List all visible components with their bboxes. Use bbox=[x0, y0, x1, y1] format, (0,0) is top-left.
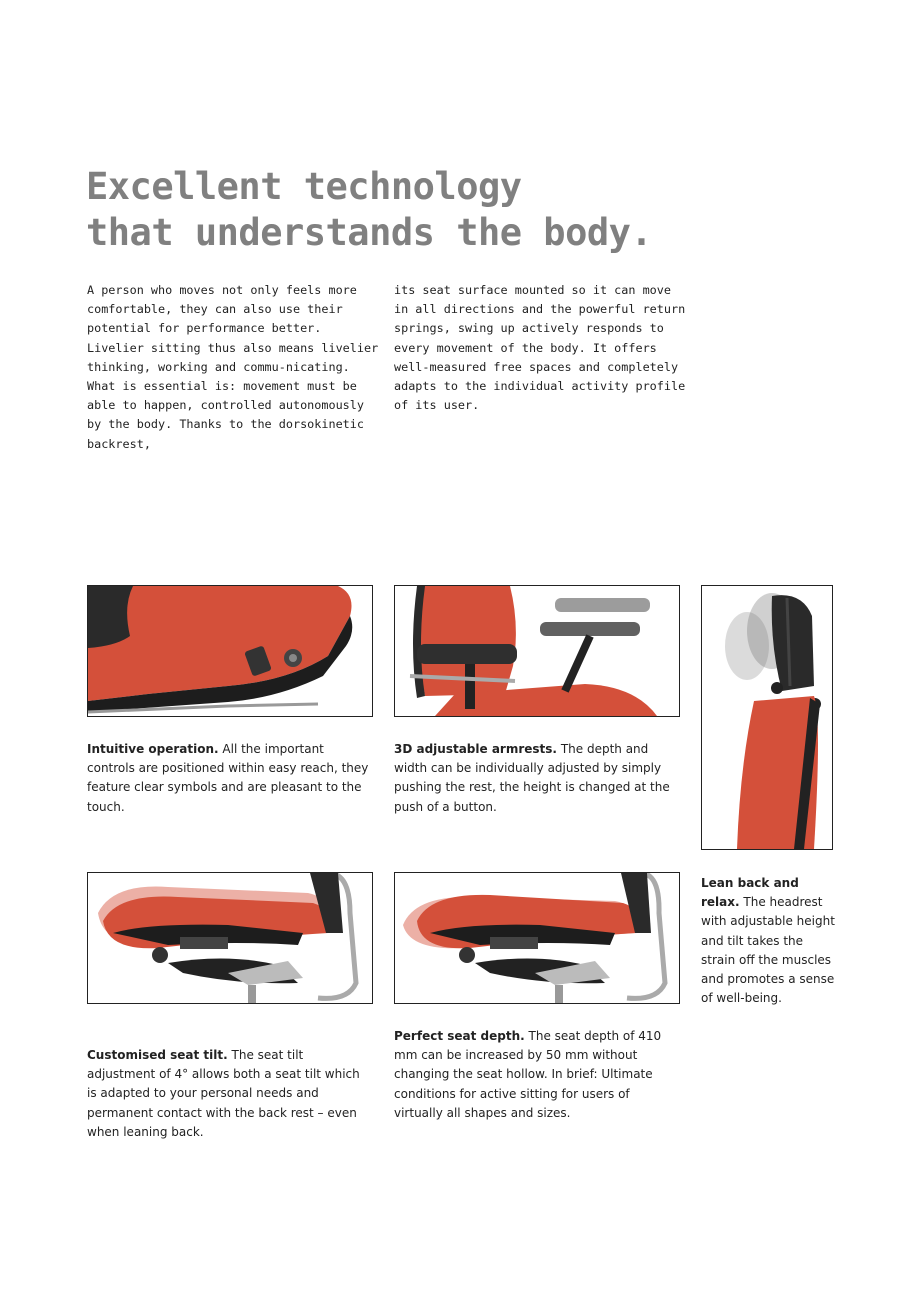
headrest-title: Lean back and relax. bbox=[701, 876, 799, 910]
intro-column-1: A person who moves not only feels more comfortable, they can also use their potential for performance better. Livelier sitting thus also means livelier thinking, working and commu-nicating. What is essential is: movement must be able to happen, controlled autonomously by the body. Thanks to the dorsokinetic backrest, bbox=[87, 283, 379, 451]
controls-text: All the important controls are positioned within easy reach, they feature clear symbols and are pleasant to the touch. bbox=[87, 742, 369, 814]
headrest-text: The headrest with adjustable height and tilt takes the strain off the muscles and promotes a sense of well-being. bbox=[701, 895, 835, 1006]
headline-line-1: Excellent technology bbox=[86, 165, 522, 208]
headline-line-2: that understands the body. bbox=[86, 211, 653, 254]
seat-tilt-title: Customised seat tilt. bbox=[87, 1048, 228, 1062]
seat-depth-caption bbox=[394, 1027, 678, 1123]
seat-tilt-text: The seat tilt adjustment of 4° allows both a seat tilt which is adapted to your personal needs and permanent contact with the back rest – even when leaning back. bbox=[87, 1048, 360, 1139]
intro-column-2: its seat surface mounted so it can move in all directions and the powerful return springs, swing up actively responds to every movement of the body. It offers well-measured free spaces and completely adapts to the individual activity profile of its user. bbox=[394, 283, 686, 413]
armrests-text: The depth and width can be individually adjusted by simply pushing the rest, the height is changed at the push of a button. bbox=[394, 742, 670, 814]
page-headline bbox=[86, 164, 652, 256]
seat-depth-text: The seat depth of 410 mm can be increased by 50 mm without changing the seat hollow. In brief: Ultimate conditions for active sitting for users of virtually all shapes and sizes. bbox=[394, 1029, 662, 1120]
seat-depth-photo bbox=[394, 872, 680, 1004]
armrests-photo bbox=[394, 585, 680, 717]
armrests-title: 3D adjustable armrests. bbox=[394, 742, 557, 756]
armrests-caption bbox=[394, 740, 678, 817]
controls-caption bbox=[87, 740, 372, 817]
headrest-photo bbox=[701, 585, 833, 850]
seat-tilt-caption bbox=[87, 1046, 372, 1142]
seat-depth-title: Perfect seat depth. bbox=[394, 1029, 525, 1043]
headrest-caption bbox=[701, 874, 835, 1008]
controls-photo bbox=[87, 585, 373, 717]
controls-title: Intuitive operation. bbox=[87, 742, 219, 756]
seat-tilt-photo bbox=[87, 872, 373, 1004]
